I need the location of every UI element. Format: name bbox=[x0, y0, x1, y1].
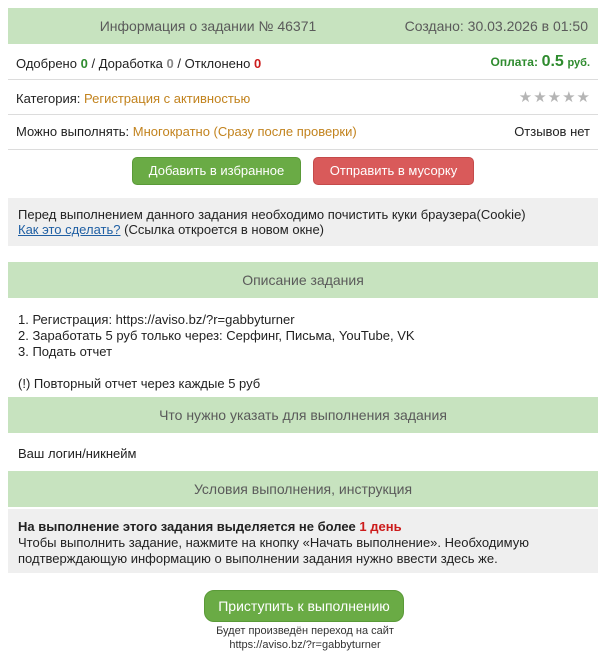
mode-value: Многократно (Сразу после проверки) bbox=[132, 124, 357, 139]
payment-currency: руб. bbox=[567, 57, 590, 69]
category-value: Регистрация с активностью bbox=[84, 91, 251, 106]
mode-row bbox=[8, 116, 598, 150]
cookie-link-hint: (Ссылка откроется в новом окне) bbox=[124, 222, 324, 237]
category-row bbox=[8, 81, 598, 115]
separator: / bbox=[91, 56, 96, 71]
category bbox=[16, 91, 250, 106]
star-icon: ★ bbox=[533, 89, 547, 106]
description-line: 2. Заработать 5 руб только через: Серфинг, Письма, YouTube, VK bbox=[18, 328, 415, 343]
approved-label: Одобрено bbox=[16, 56, 77, 71]
rating-stars bbox=[519, 90, 590, 105]
mode-label: Можно выполнять: bbox=[16, 124, 130, 139]
approved-count: 0 bbox=[80, 56, 88, 71]
star-icon: ★ bbox=[518, 89, 533, 106]
how-to-link[interactable]: Как это сделать? bbox=[18, 222, 121, 237]
start-task-button[interactable]: Приступить к выполнению bbox=[204, 590, 404, 622]
payment-label: Оплата: bbox=[490, 55, 538, 69]
conditions-header: Условия выполнения, инструкция bbox=[8, 471, 598, 507]
description-note: (!) Повторный отчет через каждые 5 руб bbox=[18, 376, 261, 391]
conditions-body bbox=[8, 509, 598, 573]
task-header bbox=[8, 8, 598, 44]
star-icon: ★ bbox=[562, 89, 576, 106]
time-limit-value: 1 день bbox=[359, 519, 402, 534]
rework-count: 0 bbox=[166, 56, 174, 71]
add-to-favorites-button[interactable]: Добавить в избранное bbox=[132, 157, 301, 185]
category-label: Категория: bbox=[16, 91, 81, 106]
send-to-trash-button[interactable]: Отправить в мусорку bbox=[313, 157, 474, 185]
cookie-notice-text: Перед выполнением данного задания необходимо почистить куки браузера(Cookie) bbox=[18, 207, 526, 222]
time-limit-prefix: На выполнение этого задания выделяется не более bbox=[18, 519, 356, 534]
description-line: 3. Подать отчет bbox=[18, 344, 113, 359]
star-icon: ★ bbox=[576, 89, 590, 106]
rejected-label: Отклонено bbox=[184, 56, 251, 71]
star-icon: ★ bbox=[547, 89, 562, 106]
conditions-text: Чтобы выполнить задание, нажмите на кнопку «Начать выполнение». Необходимую подтверждающую информацию о выполнении задания нужно ввести здесь же. bbox=[18, 535, 529, 566]
payment-amount: 0.5 bbox=[541, 53, 564, 70]
stats-row bbox=[8, 46, 598, 80]
description-header: Описание задания bbox=[8, 262, 598, 298]
redirect-url: https://aviso.bz/?r=gabbyturner bbox=[229, 639, 381, 651]
payment bbox=[491, 53, 590, 71]
rework-label: Доработка bbox=[98, 56, 163, 71]
task-title: Информация о задании № 46371 bbox=[99, 18, 317, 34]
separator: / bbox=[177, 56, 181, 71]
rejected-count: 0 bbox=[253, 56, 262, 71]
review-stats bbox=[16, 56, 261, 71]
redirect-line: Будет произведён переход на сайт bbox=[216, 625, 394, 637]
requirements-value: Ваш логин/никнейм bbox=[18, 446, 137, 461]
execution-mode bbox=[16, 124, 357, 139]
cookie-notice bbox=[8, 198, 598, 246]
reviews-count: Отзывов нет bbox=[514, 124, 590, 139]
requirements-header: Что нужно указать для выполнения задания bbox=[8, 397, 598, 433]
description-line: 1. Регистрация: https://aviso.bz/?r=gabbyturner bbox=[18, 312, 295, 327]
created-date: Создано: 30.03.2026 в 01:50 bbox=[404, 18, 588, 34]
description-body bbox=[8, 304, 598, 392]
redirect-note bbox=[0, 624, 610, 652]
